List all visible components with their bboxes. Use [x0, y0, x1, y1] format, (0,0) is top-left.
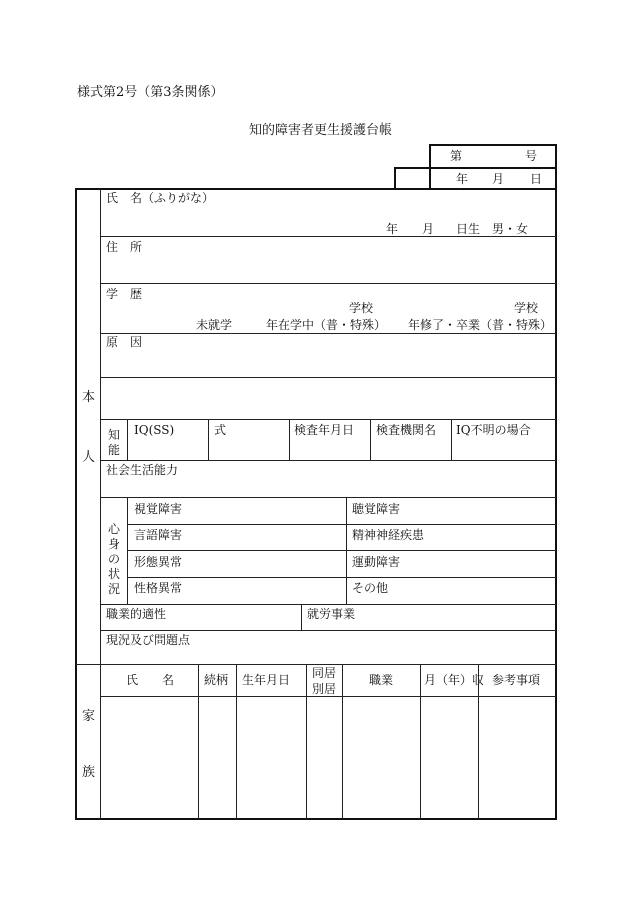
family-col-income: 月（年）収 [424, 673, 485, 687]
test-org-label: 検査機関名 [376, 423, 437, 437]
mp-char-2: 身 [107, 537, 120, 551]
speech-impairment-label: 言語障害 [134, 528, 183, 542]
job-aptitude-label: 職業的適性 [106, 607, 167, 621]
formula-label: 式 [214, 423, 227, 437]
status-problems-label: 現況及び問題点 [106, 633, 191, 647]
mental-physical-label [107, 522, 121, 597]
mp-char-4: 状 [107, 567, 120, 581]
family-col-notes: 参考事項 [492, 673, 541, 687]
birth-year-label: 年 [386, 222, 399, 236]
test-date-label: 検査年月日 [294, 423, 355, 437]
reg-no-suffix: 号 [525, 149, 538, 163]
mp-char-3: の [107, 552, 120, 566]
family-col-cohabit: 同居 [312, 666, 337, 680]
family-col-separate: 別居 [312, 682, 337, 696]
sex-label: 男・女 [492, 222, 529, 236]
motor-impairment-label: 運動障害 [352, 555, 401, 569]
iq-unknown-label: IQ不明の場合 [456, 423, 531, 437]
name-label: 氏 名（ふりがな） [106, 191, 215, 205]
family-col-name: 氏 名 [126, 673, 175, 687]
intel-label-char-2: 能 [107, 443, 120, 457]
not-enrolled-label: 未就学 [196, 318, 233, 332]
school-label-2: 学校 [514, 301, 539, 315]
birth-day-label: 日生 [456, 222, 481, 236]
personality-label: 性格異常 [134, 581, 183, 595]
family-col-job: 職業 [369, 673, 394, 687]
mp-char-1: 心 [107, 522, 120, 536]
visual-impairment-label: 視覚障害 [134, 502, 183, 516]
family-col-relation: 続柄 [204, 673, 229, 687]
reg-no-prefix: 第 [450, 149, 463, 163]
mp-char-5: 況 [107, 582, 120, 596]
enrolled-label: 年在学中（普・特殊） [266, 318, 387, 332]
reg-day-label: 日 [530, 172, 543, 186]
family-label-2: 族 [82, 765, 96, 780]
reg-month-label: 月 [492, 172, 505, 186]
honnin-label-1: 本 [82, 390, 96, 405]
mental-disorder-label: 精神神経疾患 [352, 528, 425, 542]
other-label: その他 [352, 581, 389, 595]
page-title: 知的障害者更生援護台帳 [249, 123, 393, 138]
family-col-birthdate: 生年月日 [242, 673, 291, 687]
hearing-impairment-label: 聴覚障害 [352, 502, 401, 516]
school-label-1: 学校 [349, 301, 374, 315]
reg-year-label: 年 [456, 172, 469, 186]
iq-label: IQ(SS) [134, 423, 175, 437]
deformity-label: 形態異常 [134, 555, 183, 569]
birth-month-label: 月 [422, 222, 435, 236]
social-ability-label: 社会生活能力 [106, 463, 179, 477]
graduated-label: 年修了・卒業（普・特殊） [408, 318, 553, 332]
form-number: 様式第2号（第3条関係） [77, 85, 224, 100]
cause-label: 原 因 [106, 335, 143, 349]
intelligence-label [107, 428, 121, 458]
honnin-label-2: 人 [82, 450, 96, 465]
address-label: 住 所 [106, 240, 143, 254]
family-label-1: 家 [82, 709, 96, 724]
education-label: 学 歴 [106, 287, 143, 301]
intel-label-char-1: 知 [107, 428, 120, 442]
employer-label: 就労事業 [307, 607, 356, 621]
